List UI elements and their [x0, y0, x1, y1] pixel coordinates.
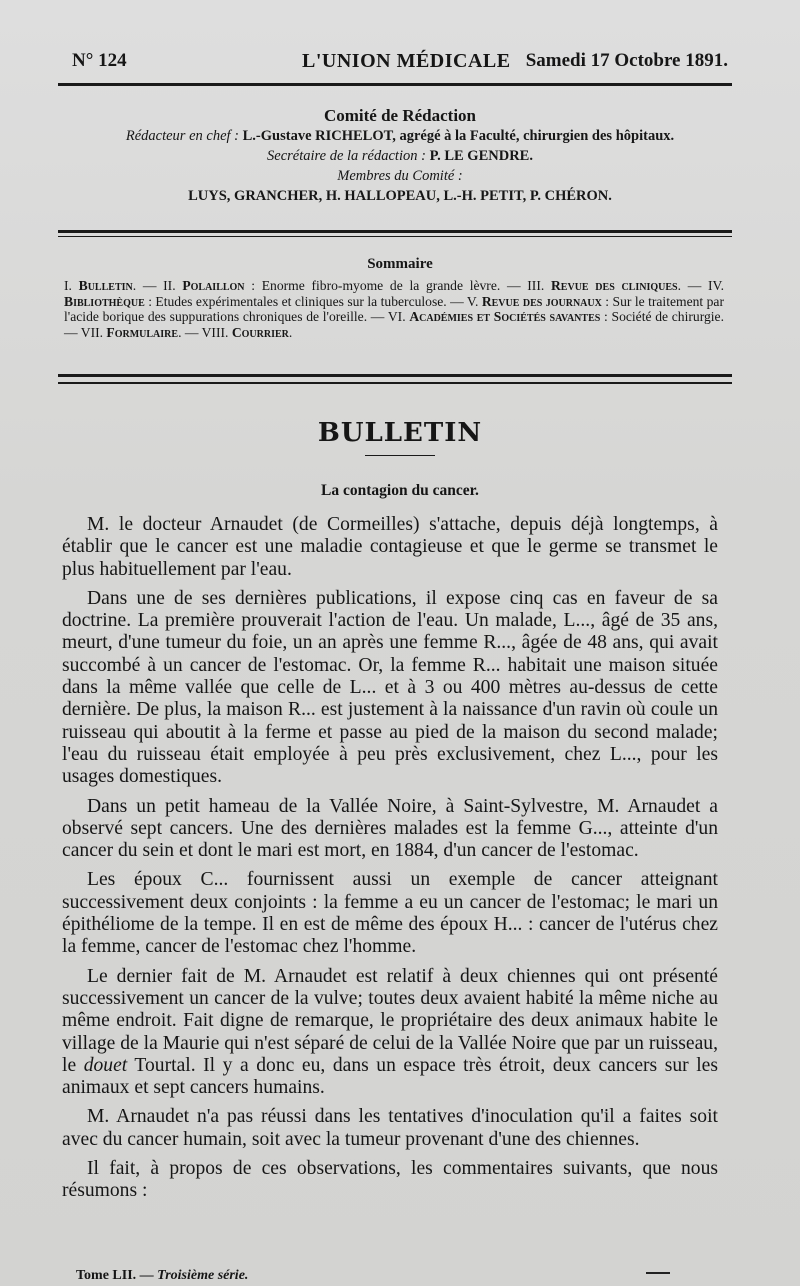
paragraph: Il fait, à propos de ces observations, les commentaires suivants, que nous résumons : — [62, 1158, 718, 1202]
chief-editor-label: Rédacteur en chef : — [125, 128, 239, 144]
page-footer — [76, 1268, 248, 1284]
committee-rule-1 — [58, 230, 732, 233]
tome-label: Tome LII. — — [76, 1268, 158, 1283]
paragraph: Dans une de ses dernières publications, il expose cinq cas en faveur de sa doctrine. La première prouverait l'action de l'eau. Un malade, L..., âgé de 35 ans, meurt, d'une tumeur du foie, un an après une femme R..., âgée de 48 ans, qui avait succombé à un cancer de l'estomac. Or, la femme R... habitait une maison située dans la même vallée que celle de L... et à 3 ou 400 mètres au-dessus de cette dernière. De plus, la maison R... est justement à la naissance d'un ravin où coule un ruisseau qui aboutit à la ferme et passe au pied de la maison du second malade; l'eau du ruisseau était employée à peu près exclusivement, chez L..., pour les usages domestiques. — [62, 587, 718, 788]
secretary-label: Secrétaire de la rédaction : — [267, 148, 426, 164]
sommaire-text: I. Bulletin. — II. Polaillon : Enorme fibro-myome de la grande lèvre. — III. Revue des cliniques. — IV. Bibliothèque : Etudes expérimentales et cliniques sur la tuberculose. — V. Revue des journaux : Sur le traitement par l'acide borique des suppurations chroniques de l'oreille. — VI. Académies et Sociétés savantes : Société de chirurgie. — VII. Formulaire. — VIII. Courrier. — [64, 278, 725, 340]
section-heading: BULLETIN — [317, 418, 483, 448]
chief-editor-text: L.-Gustave RICHELOT, agrégé à la Faculté, chirurgien des hôpitaux. — [242, 128, 675, 144]
header-rule — [58, 83, 732, 86]
signature-mark — [646, 1272, 670, 1282]
article-title: La contagion du cancer. — [321, 482, 479, 499]
sommaire-rule-1 — [58, 374, 732, 377]
secretary-text: P. LE GENDRE. — [429, 148, 533, 164]
secretary-line — [60, 146, 740, 166]
paragraph: M. le docteur Arnaudet (de Cormeilles) s'attache, depuis déjà longtemps, à établir que le cancer est une maladie contagieuse et que le germe se transmet le plus habituellement par l'eau. — [62, 514, 718, 580]
committee-title: Comité de Rédaction — [323, 106, 477, 125]
journal-title: L'UNION MÉDICALE — [302, 50, 511, 72]
article-body — [62, 514, 718, 1210]
paragraph: M. Arnaudet n'a pas réussi dans les tentatives d'inoculation qu'il a faites soit avec du cancer humain, soit avec la tumeur provenant d'une des chiennes. — [62, 1106, 718, 1150]
paragraph: Les époux C... fournissent aussi un exemple de cancer atteignant successivement deux conjoints : la femme a eu un cancer de l'estomac; le mari un épithéliome de la tempe. Il en est de même des époux H... : cancer de l'utérus chez la femme, cancer de l'estomac chez l'homme. — [62, 869, 718, 958]
members-text: LUYS, GRANCHER, H. HALLOPEAU, L.-H. PETIT, P. CHÉRON. — [188, 188, 612, 204]
section-underline — [365, 455, 435, 456]
committee-rule-2 — [58, 236, 732, 237]
series-label: Troisième série. — [157, 1268, 249, 1283]
editorial-committee — [60, 106, 740, 206]
chief-editor-line — [60, 126, 740, 146]
sommaire-rule-2 — [58, 382, 732, 384]
members-label: Membres du Comité : — [337, 168, 463, 184]
issue-date: Samedi 17 Octobre 1891. — [525, 50, 728, 71]
sommaire-title: Sommaire — [367, 256, 433, 272]
paragraph: Le dernier fait de M. Arnaudet est relatif à deux chiennes qui ont présenté successivement un cancer de la vulve; toutes deux avaient habité la même niche au même endroit. Fait digne de remarque, le propriétaire des deux animaux habite le village de la Maurie qui n'est séparé de celui de la Vallée Noire que par un ruisseau, le douet Tourtal. Il y a donc eu, dans un espace très étroit, deux cancers sur les animaux et sept cancers humains. — [62, 965, 718, 1099]
issue-number: N° 124 — [72, 50, 127, 71]
paragraph: Dans un petit hameau de la Vallée Noire, à Saint-Sylvestre, M. Arnaudet a observé sept cancers. Une des dernières malades est la femme G..., atteinte d'un cancer du sein et dont le mari est mort, en 1884, d'un cancer de l'estomac. — [62, 795, 718, 862]
